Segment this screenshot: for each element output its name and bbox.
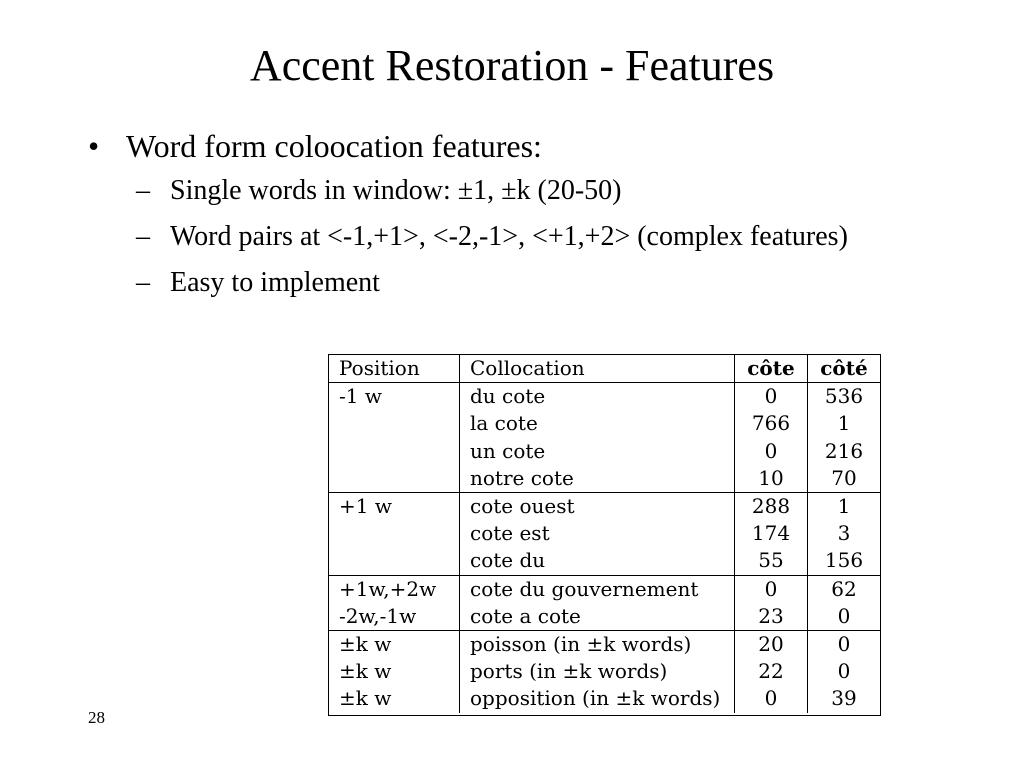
cell-cote: 55: [735, 547, 808, 575]
table-row: [329, 438, 880, 465]
cell-collocation: un cote: [460, 438, 735, 465]
cell-cote: 10: [735, 465, 808, 493]
table-row: [329, 493, 880, 521]
cell-position: ±k w: [329, 658, 460, 685]
sub-bullet-text: Easy to implement: [170, 267, 380, 298]
table-row: [329, 410, 880, 437]
cell-cote-accent: 156: [808, 547, 881, 575]
table-row: [329, 547, 880, 575]
cell-cote-accent: 39: [831, 686, 857, 711]
cell-position: [329, 547, 460, 575]
cell-cote-accent: 0: [808, 603, 881, 631]
cell-position: [329, 410, 460, 437]
cell-cote-accent: 1: [837, 494, 851, 519]
cell-cote: 766: [735, 410, 808, 437]
header-position: Position: [329, 355, 460, 383]
bullet-item: [88, 124, 908, 168]
cell-collocation: cote du: [460, 547, 735, 575]
collocation-table: [328, 354, 881, 716]
sub-bullet-item: [136, 266, 908, 300]
cell-position: ±k w: [329, 631, 460, 659]
table-header-row: [329, 355, 880, 383]
cell-cote: 23: [735, 603, 808, 631]
cell-cote-accent: 216: [824, 438, 864, 463]
bullet-text: Word form coloocation features:: [126, 128, 542, 164]
table-row: [329, 685, 880, 712]
sub-bullet-list: [136, 174, 908, 300]
cell-collocation: notre cote: [460, 465, 735, 493]
cell-position: -2w,-1w: [329, 603, 460, 631]
table-row: [329, 520, 880, 547]
cell-cote-accent: 1: [837, 411, 851, 436]
cell-cote-accent: 536: [824, 384, 864, 409]
cell-position: +1w,+2w: [329, 575, 460, 603]
collocation-table-grid: [329, 355, 880, 713]
header-collocation: Collocation: [460, 355, 735, 383]
cell-cote: 20: [735, 631, 808, 659]
header-cote: côte: [735, 355, 808, 383]
cell-cote: 0: [735, 685, 808, 712]
cell-position: [329, 438, 460, 465]
table-row: [329, 603, 880, 631]
sub-bullet-item: [136, 174, 908, 208]
cell-cote-accent: 70: [808, 465, 881, 493]
cell-collocation: du cote: [460, 383, 735, 411]
cell-cote: 22: [735, 658, 808, 685]
header-cote-accent: côté: [808, 355, 881, 383]
dash-marker: –: [136, 221, 150, 252]
bullet-dot: •: [88, 128, 100, 164]
cell-position: ±k w: [329, 685, 460, 712]
cell-collocation: ports (in ±k words): [460, 658, 735, 685]
cell-cote: 0: [735, 438, 808, 465]
cell-collocation: cote a cote: [460, 603, 735, 631]
cell-position: +1 w: [329, 493, 460, 521]
table-row: [329, 465, 880, 493]
table-row: [329, 383, 880, 411]
sub-bullet-item: [136, 220, 908, 254]
cell-cote: 174: [735, 520, 808, 547]
cell-collocation: opposition (in ±k words): [460, 685, 735, 712]
bullet-list: [88, 124, 908, 312]
cell-position: [329, 520, 460, 547]
cell-cote-accent: 0: [837, 659, 851, 684]
cell-cote: 0: [735, 575, 808, 603]
sub-bullet-text: Single words in window: ±1, ±k (20-50): [170, 175, 622, 206]
cell-cote: 0: [735, 383, 808, 411]
dash-marker: –: [136, 175, 150, 206]
cell-collocation: poisson (in ±k words): [460, 631, 735, 659]
cell-collocation: cote est: [460, 520, 735, 547]
cell-position: -1 w: [329, 383, 460, 411]
cell-cote: 288: [735, 493, 808, 521]
cell-collocation: la cote: [460, 410, 735, 437]
cell-cote-accent: 0: [837, 632, 851, 657]
table-row: [329, 658, 880, 685]
cell-cote-accent: 62: [831, 576, 857, 601]
cell-collocation: cote ouest: [460, 493, 735, 521]
dash-marker: –: [136, 267, 150, 298]
cell-collocation: cote du gouvernement: [460, 575, 735, 603]
cell-cote-accent: 3: [837, 521, 851, 546]
table-row: [329, 575, 880, 603]
page-number: 28: [88, 708, 105, 727]
sub-bullet-text: Word pairs at <-1,+1>, <-2,-1>, <+1,+2> (complex features): [170, 221, 848, 252]
slide-title: Accent Restoration - Features: [249, 41, 775, 90]
cell-position: [329, 465, 460, 493]
table-row: [329, 631, 880, 659]
